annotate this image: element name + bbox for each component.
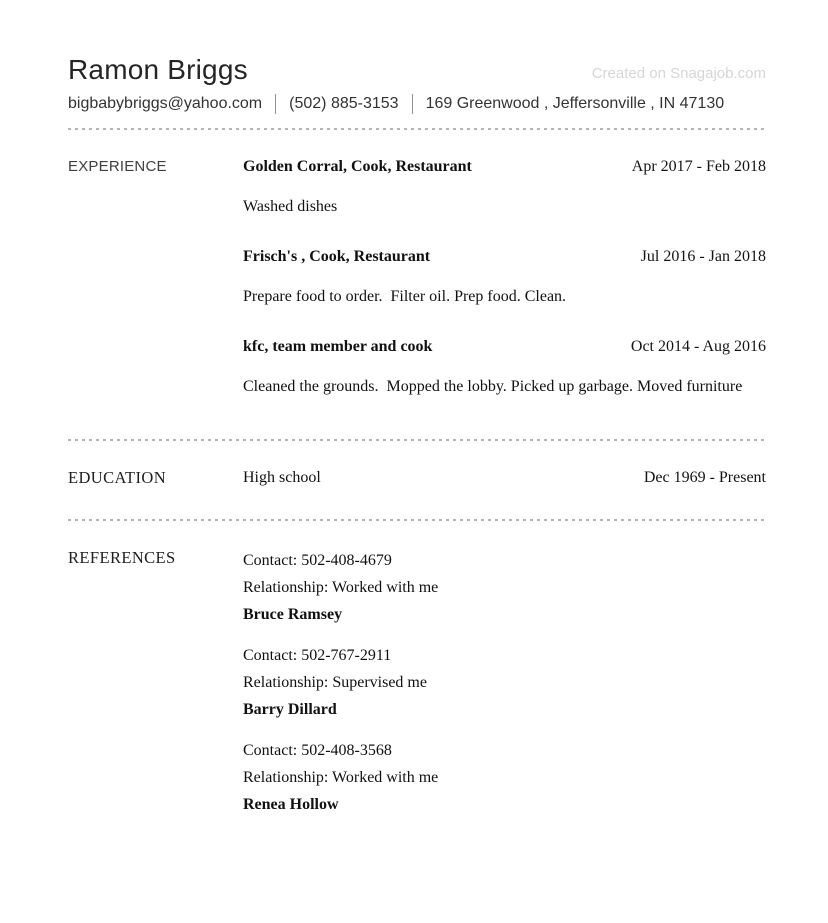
contact-phone: (502) 885-3153	[289, 95, 399, 112]
job-description: Prepare food to order. Filter oil. Prep food. Clean.	[243, 288, 567, 305]
education-section-label: EDUCATION	[68, 468, 167, 487]
reference-contact: Contact: 502-767-2911	[243, 647, 392, 664]
job-dates: Apr 2017 - Feb 2018	[631, 158, 766, 175]
education-entries	[243, 467, 766, 488]
reference-entry	[243, 547, 766, 628]
references-section	[68, 521, 766, 818]
job-title: Frisch's , Cook, Restaurant	[243, 248, 431, 265]
experience-entry	[243, 246, 766, 307]
education-entry	[243, 467, 766, 488]
experience-section-label: EXPERIENCE	[68, 158, 167, 175]
job-description: Cleaned the grounds. Mopped the lobby. Picked up garbage. Moved furniture	[243, 378, 743, 395]
reference-entries	[243, 547, 766, 818]
education-section	[68, 441, 766, 488]
job-title: Golden Corral, Cook, Restaurant	[243, 158, 472, 175]
education-dates: Dec 1969 - Present	[643, 469, 766, 486]
experience-entry	[243, 156, 766, 217]
candidate-name: Ramon Briggs	[68, 54, 248, 85]
contact-row	[68, 93, 766, 115]
contact-separator	[275, 94, 276, 114]
education-entry-title-row	[243, 467, 766, 488]
experience-entries	[243, 156, 766, 397]
contact-address: 169 Greenwood , Jeffersonville , IN 47130	[425, 95, 725, 112]
education-title: High school	[243, 469, 321, 486]
reference-relationship: Relationship: Supervised me	[243, 674, 427, 691]
references-section-label: REFERENCES	[68, 548, 176, 567]
header	[68, 55, 766, 85]
job-title: kfc, team member and cook	[243, 338, 433, 355]
job-description: Washed dishes	[243, 198, 338, 215]
experience-entry-title-row	[243, 156, 766, 177]
experience-entry-title-row	[243, 336, 766, 357]
created-on-note: Created on Snagajob.com	[591, 65, 766, 82]
reference-contact: Contact: 502-408-4679	[243, 552, 392, 569]
experience-section	[68, 130, 766, 397]
reference-name: Barry Dillard	[243, 701, 337, 718]
experience-entry	[243, 336, 766, 397]
reference-contact: Contact: 502-408-3568	[243, 742, 392, 759]
contact-email: bigbabybriggs@yahoo.com	[68, 95, 263, 112]
reference-entry	[243, 737, 766, 818]
reference-relationship: Relationship: Worked with me	[243, 769, 439, 786]
job-dates: Jul 2016 - Jan 2018	[640, 248, 766, 265]
contact-separator	[412, 94, 413, 114]
reference-name: Bruce Ramsey	[243, 606, 343, 623]
job-dates: Oct 2014 - Aug 2016	[630, 338, 766, 355]
experience-entry-title-row	[243, 246, 766, 267]
reference-name: Renea Hollow	[243, 796, 339, 813]
reference-relationship: Relationship: Worked with me	[243, 579, 439, 596]
reference-entry	[243, 642, 766, 723]
